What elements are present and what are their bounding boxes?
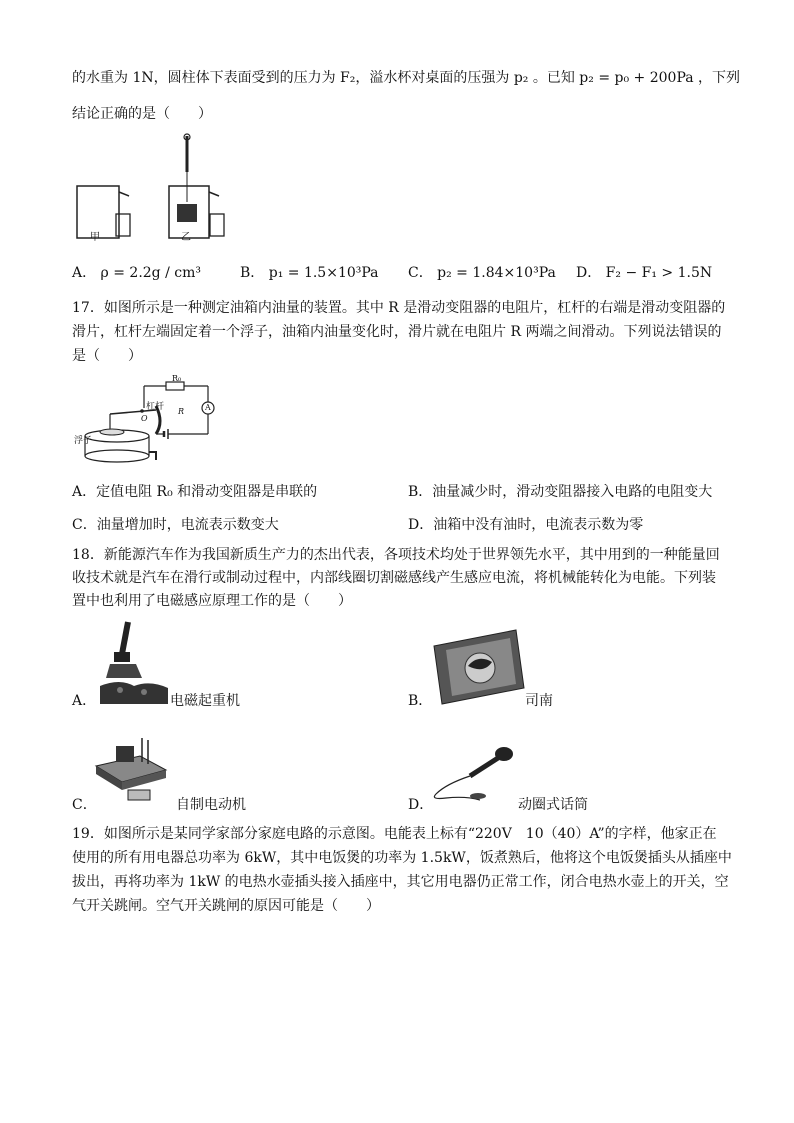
- q17-text-line-1: 17．如图所示是一种测定油箱内油量的装置。其中 R 是滑动变阻器的电阻片，杠杆的右端是滑动变阻器的: [72, 300, 726, 316]
- q18-option-a-caption: 电磁起重机: [170, 693, 240, 709]
- q18-option-c-caption: 自制电动机: [176, 797, 246, 813]
- q18-text-line-3: 置中也利用了电磁感应原理工作的是（ ）: [72, 593, 352, 609]
- q16-option-a: A． ρ = 2.2g / cm³: [72, 265, 201, 281]
- electromagnetic-crane-image: [100, 620, 168, 704]
- q17-option-b: B．油量减少时，滑动变阻器接入电路的电阻变大: [408, 484, 713, 500]
- q16-text-line-1: 的水重为 1N，圆柱体下表面受到的压力为 F₂，溢水杯对桌面的压强为 p₂ 。已知 p₂ = p₀ + 200Pa ，下列: [72, 70, 741, 86]
- q17-text-line-2: 滑片，杠杆左端固定着一个浮子，油箱内油量变化时，滑片就在电阻片 R 两端之间滑动。下列说法错误的: [72, 324, 722, 340]
- q17-label-lever: 杠杆: [146, 402, 165, 412]
- q19-text-line-2: 使用的所有用电器总功率为 6kW，其中电饭煲的功率为 1.5kW，饭煮熟后，他将这个电饭煲插头从插座中: [72, 850, 732, 866]
- q17-text-line-3: 是（ ）: [72, 348, 142, 364]
- q18-option-c-letter: C．: [72, 797, 97, 813]
- dynamic-microphone-image: [426, 744, 518, 804]
- q18-option-b-caption: 司南: [525, 693, 553, 709]
- sinan-compass-image: [432, 628, 526, 706]
- q17-option-d: D．油箱中没有油时，电流表示数为零: [408, 517, 644, 533]
- q16-overflow-cup-figure: [72, 132, 242, 248]
- q18-text-line-1: 18．新能源汽车作为我国新质生产力的杰出代表，各项技术均处于世界领先水平，其中用到的一种能量回: [72, 547, 720, 563]
- q18-text-line-2: 收技术就是汽车在滑行或制动过程中，内部线圈切割磁感线产生感应电流，将机械能转化为电能。下列装: [72, 570, 716, 586]
- q16-option-b: B． p₁ = 1.5×10³Pa: [240, 265, 379, 281]
- homemade-motor-image: [94, 734, 168, 806]
- q19-text-line-4: 气开关跳闸。空气开关跳闸的原因可能是（ ）: [72, 898, 380, 914]
- q19-text-line-1: 19．如图所示是某同学家部分家庭电路的示意图。电能表上标有“220V 10（40）A”的字样，他家正在: [72, 826, 717, 842]
- q17-label-r0: R₀: [172, 374, 182, 383]
- q17-label-r: R: [178, 407, 185, 416]
- q16-label-yi: 乙: [181, 232, 191, 243]
- q19-text-line-3: 拔出，再将功率为 1kW 的电热水壶插头接入插座中，其它用电器仍正常工作，闭合电热水壶上的开关，空: [72, 874, 729, 890]
- q16-option-d: D． F₂ − F₁ > 1.5N: [576, 265, 713, 281]
- q16-option-c: C． p₂ = 1.84×10³Pa: [408, 265, 556, 281]
- q17-option-a: A．定值电阻 R₀ 和滑动变阻器是串联的: [72, 484, 318, 500]
- q18-option-b-letter: B．: [408, 693, 433, 709]
- q17-label-float: 浮子: [74, 436, 93, 446]
- q17-label-ammeter: A: [205, 403, 211, 412]
- q18-option-d-caption: 动圈式话筒: [518, 797, 588, 813]
- q18-option-a-letter: A．: [72, 693, 97, 709]
- q17-option-c: C．油量增加时，电流表示数变大: [72, 517, 279, 533]
- q18-option-d-letter: D．: [408, 797, 434, 813]
- q16-text-line-2: 结论正确的是（ ）: [72, 106, 212, 122]
- q16-label-jia: 甲: [90, 232, 100, 243]
- q17-label-o: O: [141, 414, 148, 423]
